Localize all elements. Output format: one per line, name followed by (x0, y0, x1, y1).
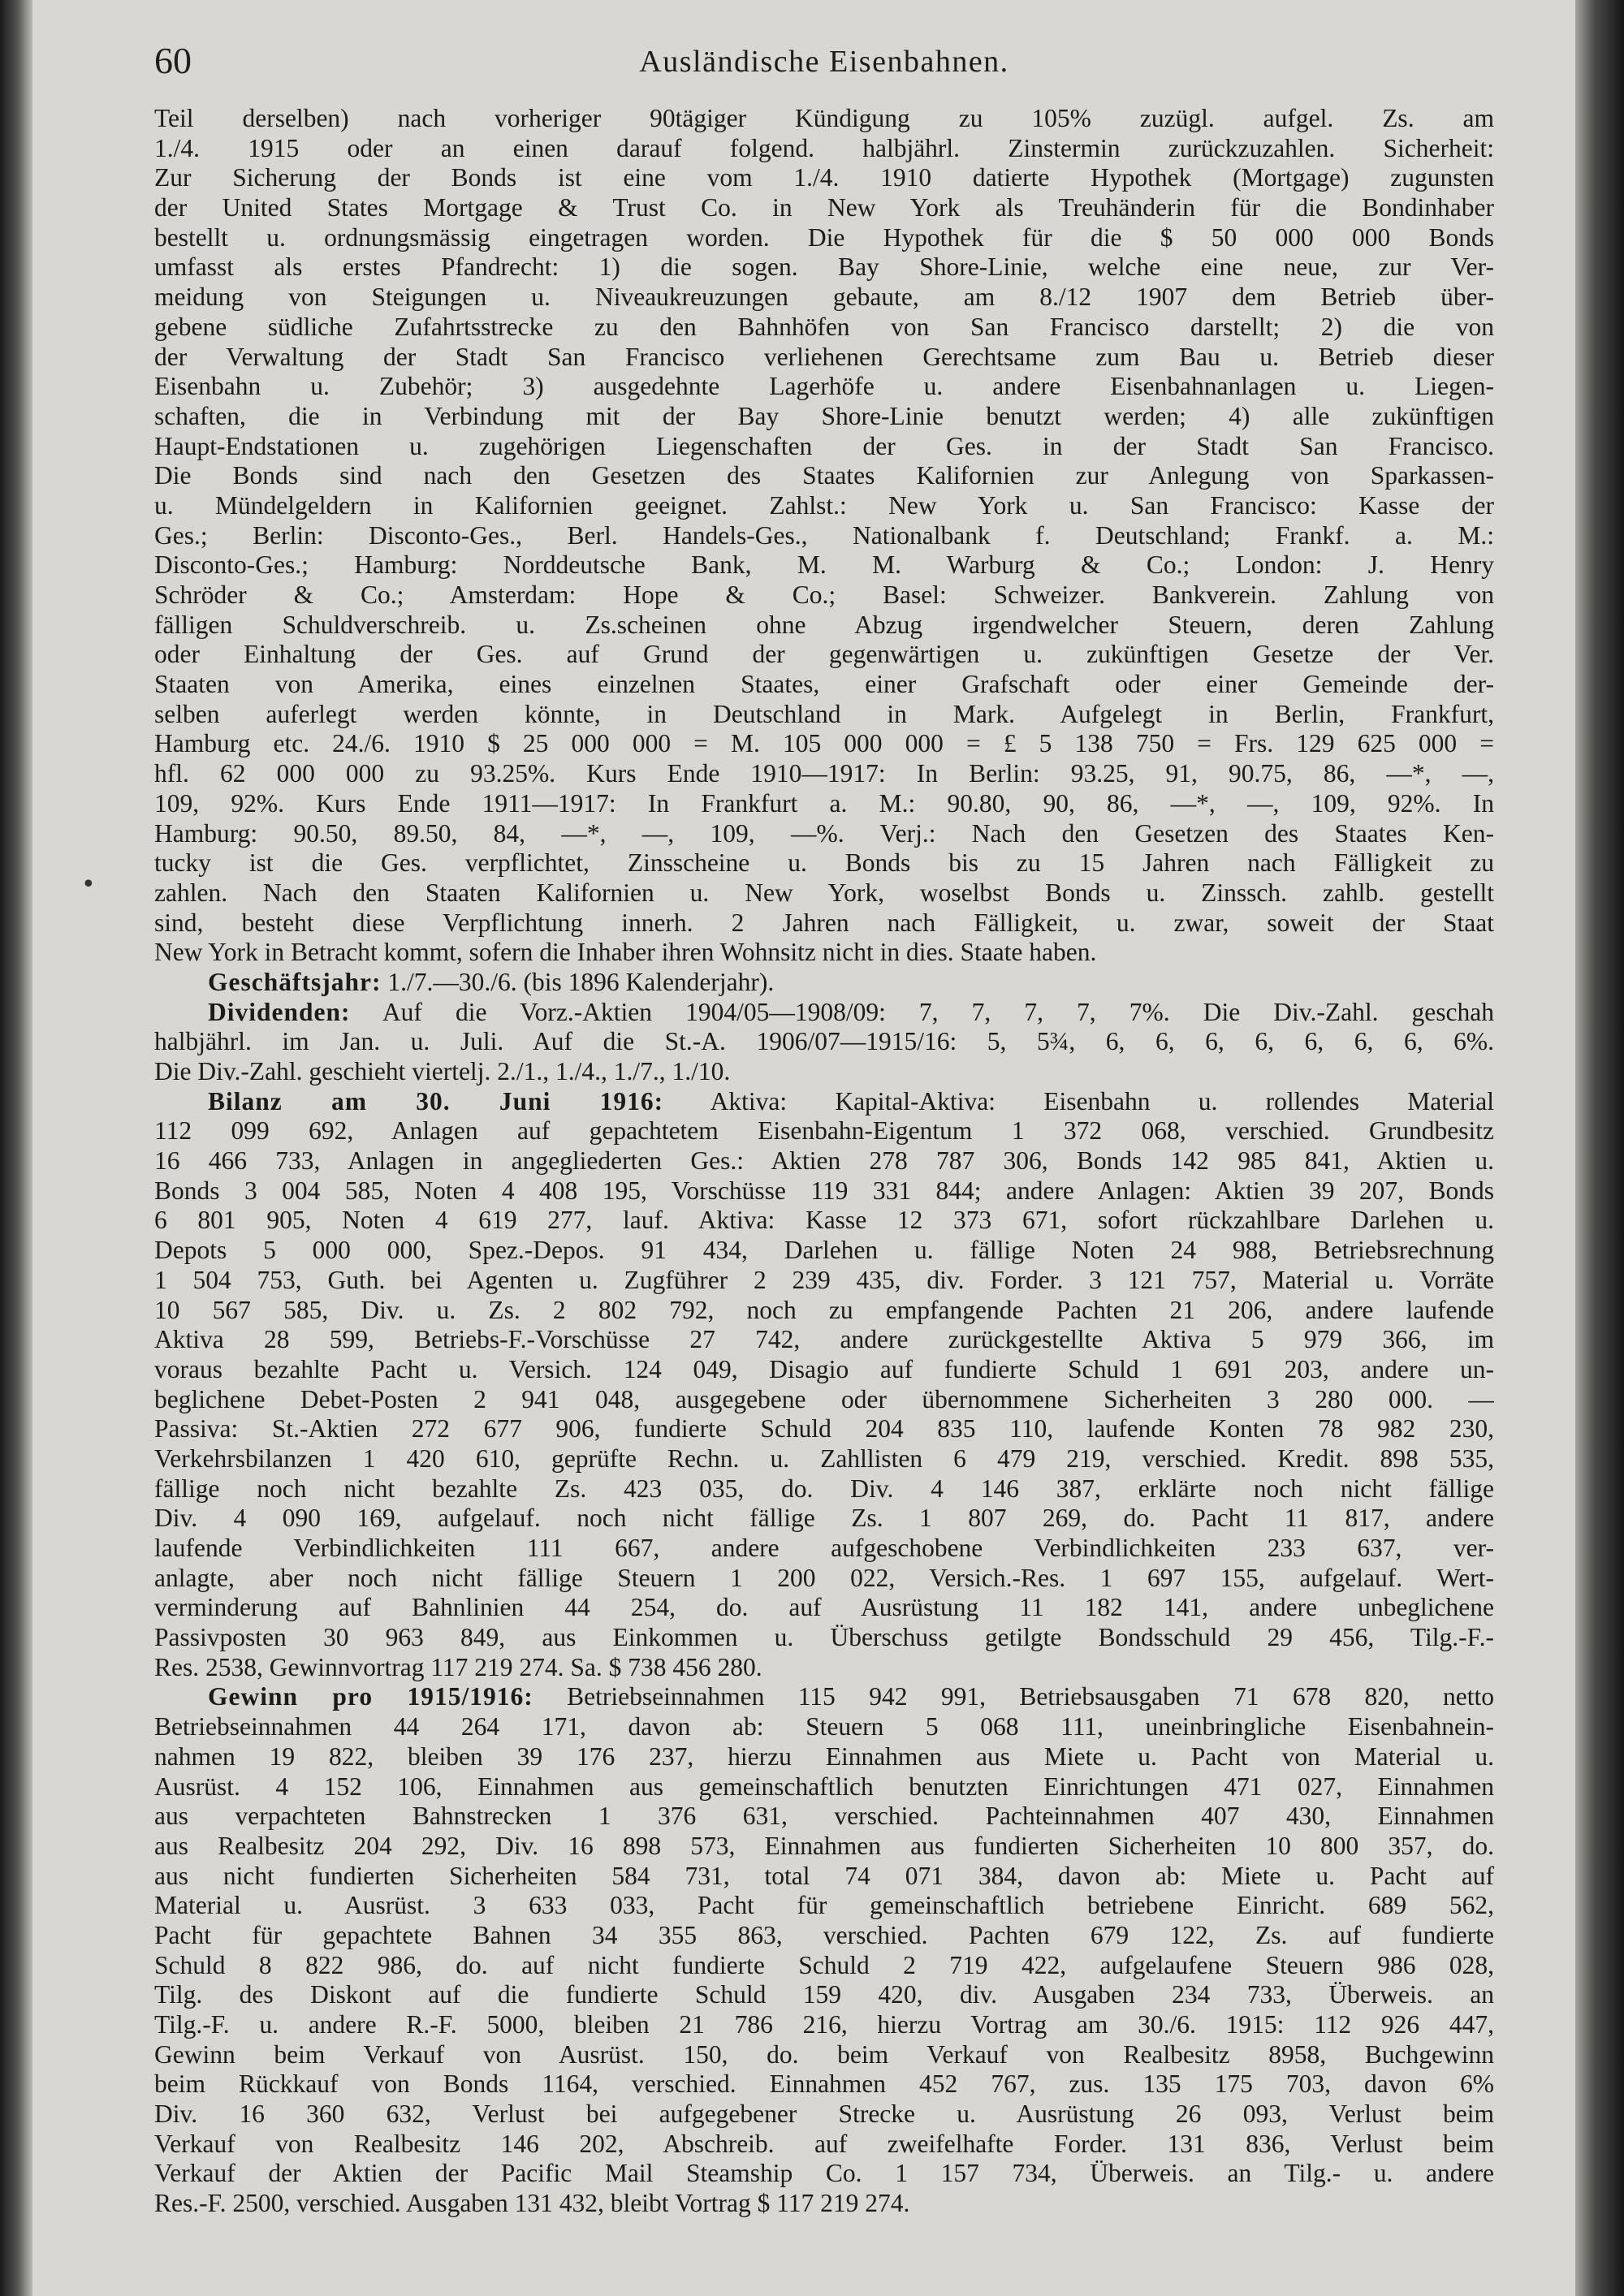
line-text: Eisenbahn u. Zubehör; 3) ausgedehnte Lagerhöfe u. andere Eisenbahnanlagen u. Liegen- (154, 372, 1494, 401)
line-text: Verkauf von Realbesitz 146 202, Abschreib. auf zweifelhafte Forder. 131 836, Verlust beim (154, 2129, 1494, 2158)
running-title: Ausländische Eisenbahnen. (639, 45, 1009, 79)
line-text: Tilg. des Diskont auf die fundierte Schuld 159 420, div. Ausgaben 234 733, Überweis. an (154, 1980, 1494, 2009)
line-text: Zur Sicherung der Bonds ist eine vom 1./4. 1910 datierte Hypothek (Mortgage) zugunsten (154, 163, 1494, 192)
line-text: Betriebseinnahmen 44 264 171, davon ab: Steuern 5 068 111, uneinbringliche Eisenbahnein- (154, 1712, 1494, 1741)
text-line (154, 1206, 1494, 1236)
text-line (154, 1623, 1494, 1653)
text-line (154, 1385, 1494, 1415)
page-number: 60 (154, 40, 192, 81)
text-line (154, 611, 1494, 641)
text-line (154, 521, 1494, 551)
text-line (154, 193, 1494, 223)
line-text: Teil derselben) nach vorheriger 90tägiger Kündigung zu 105% zuzügl. aufgel. Zs. am (154, 104, 1494, 132)
line-text: Gewinn beim Verkauf von Ausrüst. 150, do. beim Verkauf von Realbesitz 8958, Buchgewinn (154, 2039, 1494, 2069)
text-line (154, 2010, 1494, 2040)
page-header (154, 39, 1494, 88)
line-text: Res. 2538, Gewinnvortrag 117 219 274. Sa. $ 738 456 280. (154, 1652, 762, 1681)
text-line (154, 491, 1494, 521)
text-line (154, 1802, 1494, 1832)
section-heading: Bilanz am 30. Juni 1916: (208, 1086, 664, 1116)
text-line (154, 1296, 1494, 1326)
text-line (154, 343, 1494, 373)
line-text: aus Realbesitz 204 292, Div. 16 898 573, Einnahmen aus fundierten Sicherheiten 10 800 357, do. (154, 1831, 1494, 1860)
line-text: gebene südliche Zufahrtsstrecke zu den Bahnhöfen von San Francisco darstellt; 2) die von (154, 312, 1494, 341)
scanned-page (32, 0, 1575, 2296)
book-binding-right (1575, 0, 1624, 2296)
line-text: beim Rückkauf von Bonds 1164, verschied. Einnahmen 452 767, zus. 135 175 703, davon 6% (154, 2069, 1494, 2099)
text-line (154, 1474, 1494, 1504)
text-line (154, 819, 1494, 849)
line-text: tucky ist die Ges. verpflichtet, Zinsscheine u. Bonds bis zu 15 Jahren nach Fälligkeit zu (154, 848, 1494, 878)
line-text: 10 567 585, Div. u. Zs. 2 802 792, noch zu empfangende Pachten 21 206, andere laufende (154, 1295, 1494, 1324)
text-line (154, 759, 1494, 789)
line-text: Ges.; Berlin: Disconto-Ges., Berl. Handels-Ges., Nationalbank f. Deutschland; Frankf. a. M.: (154, 520, 1494, 550)
text-line (154, 1087, 1494, 1117)
line-text: Tilg.-F. u. andere R.-F. 5000, bleiben 21 786 216, hierzu Vortrag am 30./6. 1915: 112 926 447, (154, 2010, 1494, 2039)
line-text: 1./4. 1915 oder an einen darauf folgend. halbjährl. Zinstermin zurückzuzahlen. Sicherheit: (154, 133, 1494, 162)
text-line (154, 1742, 1494, 1772)
text-line (154, 550, 1494, 580)
text-line (154, 1593, 1494, 1623)
line-text: 109, 92%. Kurs Ende 1911—1917: In Frankfurt a. M.: 90.80, 90, 86, —*, —, 109, 92%. In (154, 788, 1494, 818)
line-text: Auf die Vorz.-Aktien 1904/05—1908/09: 7, 7, 7, 7, 7%. Die Div.-Zahl. geschah (382, 997, 1494, 1026)
section-heading: Gewinn pro 1915/1916: (208, 1682, 533, 1711)
text-line (154, 252, 1494, 283)
text-line (154, 134, 1494, 164)
line-text: Ausrüst. 4 152 106, Einnahmen aus gemeinschaftlich benutzten Einrichtungen 471 027, Einnahmen (154, 1772, 1494, 1801)
text-line (154, 2130, 1494, 2160)
line-text: der United States Mortgage & Trust Co. in New York als Treuhänderin für die Bondinhaber (154, 193, 1494, 222)
text-line (154, 432, 1494, 462)
text-line (154, 1266, 1494, 1296)
line-text: Betriebseinnahmen 115 942 991, Betriebsausgaben 71 678 820, netto (567, 1682, 1494, 1711)
line-text: beglichene Debet-Posten 2 941 048, ausgegebene oder übernommene Sicherheiten 3 280 000. — (154, 1384, 1494, 1413)
line-text: Depots 5 000 000, Spez.-Depos. 91 434, Darlehen u. fällige Noten 24 988, Betriebsrechnung (154, 1236, 1494, 1265)
text-line (154, 372, 1494, 402)
line-text: Passiva: St.-Aktien 272 677 906, fundierte Schuld 204 835 110, laufende Konten 78 982 230, (154, 1414, 1494, 1444)
line-text: fälligen Schuldverschreib. u. Zs.scheinen ohne Abzug irgendwelcher Steuern, deren Zahlung (154, 610, 1494, 639)
line-text: Material u. Ausrüst. 3 633 033, Pacht für gemeinschaftlich betriebene Einricht. 689 562, (154, 1891, 1494, 1920)
line-text: 1./7.—30./6. (bis 1896 Kalenderjahr). (387, 967, 775, 996)
text-line (154, 104, 1494, 134)
section-heading: Dividenden: (208, 997, 351, 1026)
text-line (154, 1772, 1494, 1802)
text-line (154, 640, 1494, 670)
text-line (154, 998, 1494, 1028)
line-text: Hamburg: 90.50, 89.50, 84, —*, —, 109, —%. Verj.: Nach den Gesetzen des Staates Ken- (154, 818, 1494, 848)
text-line (154, 848, 1494, 878)
line-text: fällige noch nicht bezahlte Zs. 423 035, do. Div. 4 146 387, erklärte noch nicht fällige (154, 1474, 1494, 1503)
line-text: verminderung auf Bahnlinien 44 254, do. auf Ausrüstung 11 182 141, andere unbeglichene (154, 1593, 1494, 1622)
line-text: Passivposten 30 963 849, aus Einkommen u. Überschuss getilgte Bondsschuld 29 456, Tilg.-F.- (154, 1623, 1494, 1652)
text-line (154, 283, 1494, 313)
line-text: Aktiva: Kapital-Aktiva: Eisenbahn u. rollendes Material (710, 1086, 1494, 1116)
text-line (154, 461, 1494, 491)
section-heading: Geschäftsjahr: (208, 967, 382, 996)
text-line (154, 2159, 1494, 2189)
line-text: Die Bonds sind nach den Gesetzen des Staates Kalifornien zur Anlegung von Sparkassen- (154, 461, 1494, 490)
line-text: Div. 16 360 632, Verlust bei aufgegebener Strecke u. Ausrüstung 26 093, Verlust beim (154, 2100, 1494, 2129)
text-line (154, 402, 1494, 432)
text-line (154, 670, 1494, 700)
line-text: hfl. 62 000 000 zu 93.25%. Kurs Ende 1910—1917: In Berlin: 93.25, 91, 90.75, 86, —*, —, (154, 759, 1494, 788)
text-line (154, 2040, 1494, 2070)
text-line (154, 1414, 1494, 1444)
text-line (154, 2100, 1494, 2130)
text-line (154, 1176, 1494, 1206)
text-line (154, 1712, 1494, 1742)
text-line (154, 1146, 1494, 1176)
text-line (154, 2189, 1494, 2219)
line-text: Staaten von Amerika, eines einzelnen Staates, einer Grafschaft oder einer Gemeinde der- (154, 670, 1494, 699)
line-text: laufende Verbindlichkeiten 111 667, andere aufgeschobene Verbindlichkeiten 233 637, ver- (154, 1534, 1494, 1562)
text-line (154, 1682, 1494, 1712)
line-text: nahmen 19 822, bleiben 39 176 237, hierzu Einnahmen aus Miete u. Pacht von Material u. (154, 1741, 1494, 1771)
line-text: Hamburg etc. 24./6. 1910 $ 25 000 000 = M. 105 000 000 = £ 5 138 750 = Frs. 129 625 000 = (154, 729, 1494, 758)
text-line (154, 1444, 1494, 1474)
line-text: Verkauf der Aktien der Pacific Mail Steamship Co. 1 157 734, Überweis. an Tilg.- u. andere (154, 2159, 1494, 2188)
line-text: schaften, die in Verbindung mit der Bay Shore-Linie benutzt werden; 4) alle zukünftigen (154, 401, 1494, 430)
line-text: 16 466 733, Anlagen in angegliederten Ges.: Aktien 278 787 306, Bonds 142 985 841, Aktien u. (154, 1146, 1494, 1176)
text-line (154, 223, 1494, 253)
text-line (154, 878, 1494, 908)
line-text: meidung von Steigungen u. Niveaukreuzungen gebaute, am 8./12 1907 dem Betrieb über- (154, 283, 1494, 312)
line-text: Haupt-Endstationen u. zugehörigen Liegenschaften der Ges. in der Stadt San Francisco. (154, 431, 1494, 460)
line-text: sind, besteht diese Verpflichtung innerh. 2 Jahren nach Fälligkeit, u. zwar, soweit der Staat (154, 908, 1494, 937)
text-line (154, 938, 1494, 968)
text-line (154, 908, 1494, 939)
line-text: Verkehrsbilanzen 1 420 610, geprüfte Rechn. u. Zahllisten 6 479 219, verschied. Kredit. 898 535, (154, 1444, 1494, 1473)
text-line (154, 1355, 1494, 1385)
text-line (154, 1951, 1494, 1981)
text-line (154, 1862, 1494, 1892)
text-line (154, 1921, 1494, 1951)
text-line (154, 2069, 1494, 2100)
text-line (154, 789, 1494, 819)
line-text: aus verpachteten Bahnstrecken 1 376 631, verschied. Pachteinnahmen 407 430, Einnahmen (154, 1802, 1494, 1831)
margin-mark: • (81, 870, 96, 899)
line-text: bestellt u. ordnungsmässig eingetragen worden. Die Hypothek für die $ 50 000 000 Bonds (154, 222, 1494, 252)
line-text: selben auferlegt werden könnte, in Deutschland in Mark. Aufgelegt in Berlin, Frankfurt, (154, 699, 1494, 728)
text-line (154, 1116, 1494, 1146)
text-line (154, 1236, 1494, 1266)
line-text: Disconto-Ges.; Hamburg: Norddeutsche Bank, M. M. Warburg & Co.; London: J. Henry (154, 550, 1494, 580)
book-binding-left (0, 0, 32, 2296)
line-text: anlagte, aber noch nicht fällige Steuern 1 200 022, Versich.-Res. 1 697 155, aufgelauf. Wert- (154, 1563, 1494, 1592)
text-line (154, 1027, 1494, 1057)
text-line (154, 1891, 1494, 1921)
text-line (154, 1564, 1494, 1594)
line-text: Res.-F. 2500, verschied. Ausgaben 131 432, bleibt Vortrag $ 117 219 274. (154, 2189, 910, 2218)
line-text: u. Mündelgeldern in Kalifornien geeignet. Zahlst.: New York u. San Francisco: Kasse der (154, 490, 1494, 520)
line-text: Pacht für gepachtete Bahnen 34 355 863, verschied. Pachten 679 122, Zs. auf fundierte (154, 1920, 1494, 1949)
line-text: Aktiva 28 599, Betriebs-F.-Vorschüsse 27 742, andere zurückgestellte Aktiva 5 979 366, im (154, 1325, 1494, 1354)
line-text: der Verwaltung der Stadt San Francisco verliehenen Gerechtsame zum Bau u. Betrieb dieser (154, 342, 1494, 371)
line-text: 1 504 753, Guth. bei Agenten u. Zugführer 2 239 435, div. Forder. 3 121 757, Material u. Vorräte (154, 1265, 1494, 1294)
text-line (154, 313, 1494, 343)
text-body (154, 104, 1494, 2219)
text-line (154, 1534, 1494, 1564)
line-text: aus nicht fundierten Sicherheiten 584 731, total 74 071 384, davon ab: Miete u. Pacht auf (154, 1861, 1494, 1890)
line-text: Div. 4 090 169, aufgelauf. noch nicht fällige Zs. 1 807 269, do. Pacht 11 817, andere (154, 1504, 1494, 1533)
text-line (154, 1653, 1494, 1683)
text-line (154, 1325, 1494, 1355)
line-text: Die Div.-Zahl. geschieht viertelj. 2./1., 1./4., 1./7., 1./10. (154, 1057, 731, 1085)
line-text: umfasst als erstes Pfandrecht: 1) die sogen. Bay Shore-Linie, welche eine neue, zur Ver- (154, 252, 1494, 282)
line-text: New York in Betracht kommt, sofern die Inhaber ihren Wohnsitz nicht in dies. Staate haben. (154, 938, 1097, 967)
line-text: halbjährl. im Jan. u. Juli. Auf die St.-A. 1906/07—1915/16: 5, 5¾, 6, 6, 6, 6, 6, 6, 6, 6%. (154, 1027, 1494, 1056)
text-line (154, 700, 1494, 730)
text-line (154, 1057, 1494, 1087)
text-line (154, 729, 1494, 759)
text-line (154, 163, 1494, 193)
line-text: voraus bezahlte Pacht u. Versich. 124 049, Disagio auf fundierte Schuld 1 691 203, andere un- (154, 1354, 1494, 1383)
text-line (154, 1504, 1494, 1534)
line-text: Schröder & Co.; Amsterdam: Hope & Co.; Basel: Schweizer. Bankverein. Zahlung von (154, 580, 1494, 609)
text-line (154, 968, 1494, 998)
line-text: Schuld 8 822 986, do. auf nicht fundierte Schuld 2 719 422, aufgelaufene Steuern 986 028, (154, 1950, 1494, 1979)
text-line (154, 1832, 1494, 1862)
line-text: Bonds 3 004 585, Noten 4 408 195, Vorschüsse 119 331 844; andere Anlagen: Aktien 39 207, Bonds (154, 1176, 1494, 1205)
line-text: 112 099 692, Anlagen auf gepachtetem Eisenbahn-Eigentum 1 372 068, verschied. Grundbesitz (154, 1116, 1494, 1146)
line-text: zahlen. Nach den Staaten Kalifornien u. New York, woselbst Bonds u. Zinssch. zahlb. gestellt (154, 878, 1494, 907)
line-text: oder Einhaltung der Ges. auf Grund der gegenwärtigen u. zukünftigen Gesetze der Ver. (154, 640, 1494, 669)
line-text: 6 801 905, Noten 4 619 277, lauf. Aktiva: Kasse 12 373 671, sofort rückzahlbare Darlehen u. (154, 1206, 1494, 1235)
text-line (154, 1980, 1494, 2010)
text-line (154, 580, 1494, 611)
